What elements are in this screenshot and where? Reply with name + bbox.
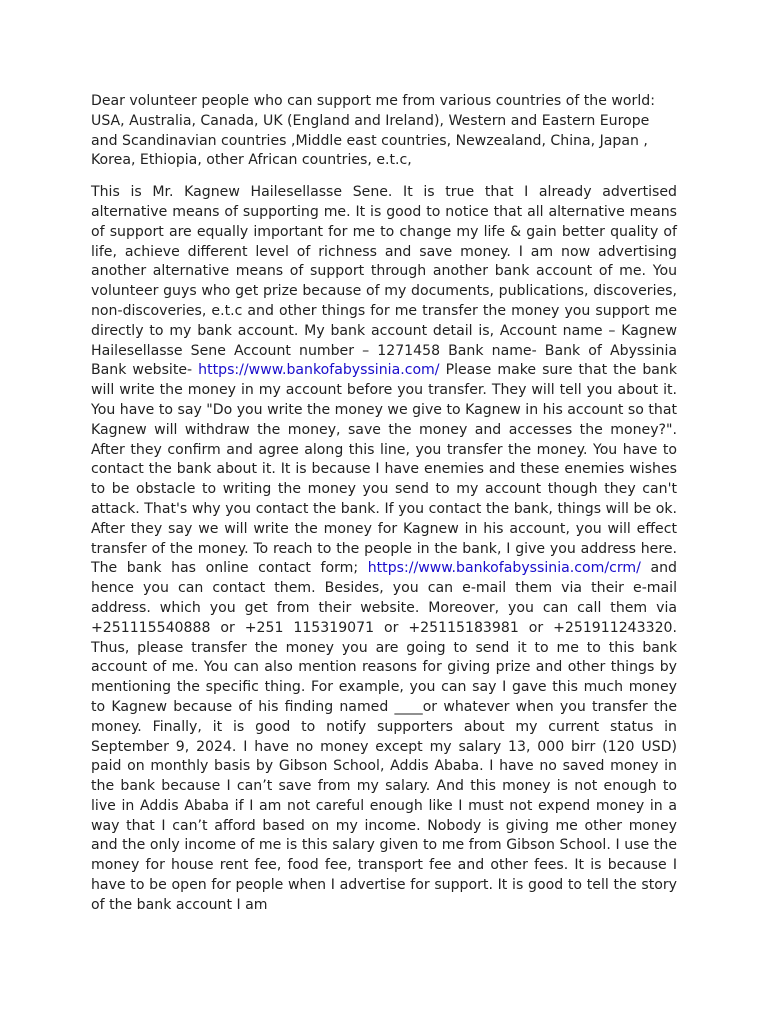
greeting-paragraph: Dear volunteer people who can support me from various countries of the world: USA, Australia, Canada, UK (England and Ireland), Western and Eastern Europe and Scandinavian countries ,Middle east countries, Newzealand, China, Japan , Korea, Ethiopia, other African countries, e.t.c, [91, 93, 655, 169]
body-paragraph [91, 183, 677, 915]
body-text-part-3: and hence you can contact them. Besides, you can e-mail them via their e-mail address. which you get from their website. Moreover, you can call them via +251115540888 or +251 115319071 or +25115183981 or +251911243320. Thus, please transfer the money you are going to send it to me to this bank account of me. You can also mention reasons for giving prize and other things by mentioning the specific thing. For example, you can say I gave this much money to Kagnew because of his finding named ____or whatever when you transfer the money. Finally, it is good to notify supporters about my current status in September 9, 2024. I have no money except my salary 13, 000 birr (120 USD) paid on monthly basis by Gibson School, Addis Ababa. I have no saved money in the bank because I can’t save from my salary. And this money is not enough to live in Addis Ababa if I am not careful enough like I must not expend money in a way that I can’t afford based on my income. Nobody is giving me other money and the only income of me is this salary given to me from Gibson School. I use the money for house rent fee, food fee, transport fee and other fees. It is because I have to be open for people when I advertise for support. It is good to tell the story of the bank account I am [91, 560, 677, 913]
body-text-part-2: Please make sure that the bank will write the money in my account before you transfer. They will tell you about it. You have to say "Do you write the money we give to Kagnew in his account so that Kagnew will withdraw the money, save the money and accesses the money?". After they confirm and agree along this line, you transfer the money. You have to contact the bank about it. It is because I have enemies and these enemies wishes to be obstacle to writing the money you send to my account though they can't attack. That's why you contact the bank. If you contact the bank, things will be ok. After they say we will write the money for Kagnew in his account, you will effect transfer of the money. To reach to the people in the bank, I give you address here. The bank has online contact form; [91, 362, 678, 577]
bank-website-link[interactable]: https://www.bankofabyssinia.com/ [198, 362, 440, 379]
bank-contact-form-link[interactable]: https://www.bankofabyssinia.com/crm/ [367, 560, 641, 577]
body-text-part-1: This is Mr. Kagnew Hailesellasse Sene. It is true that I already advertised alternative means of supporting me. It is good to notice that all alternative means of support are equally important for me to change my life & gain better quality of life, achieve different level of richness and save money. I am now advertising another alternative means of support through another bank account of me. You volunteer guys who get prize because of my documents, publications, discoveries, non-discoveries, e.t.c and other things for me transfer the money you support me directly to my bank account. My bank account detail is, Account name – Kagnew Hailesellasse Sene Account number – 1271458 Bank name- Bank of Abyssinia Bank website- [91, 184, 677, 379]
document-page [91, 92, 677, 916]
